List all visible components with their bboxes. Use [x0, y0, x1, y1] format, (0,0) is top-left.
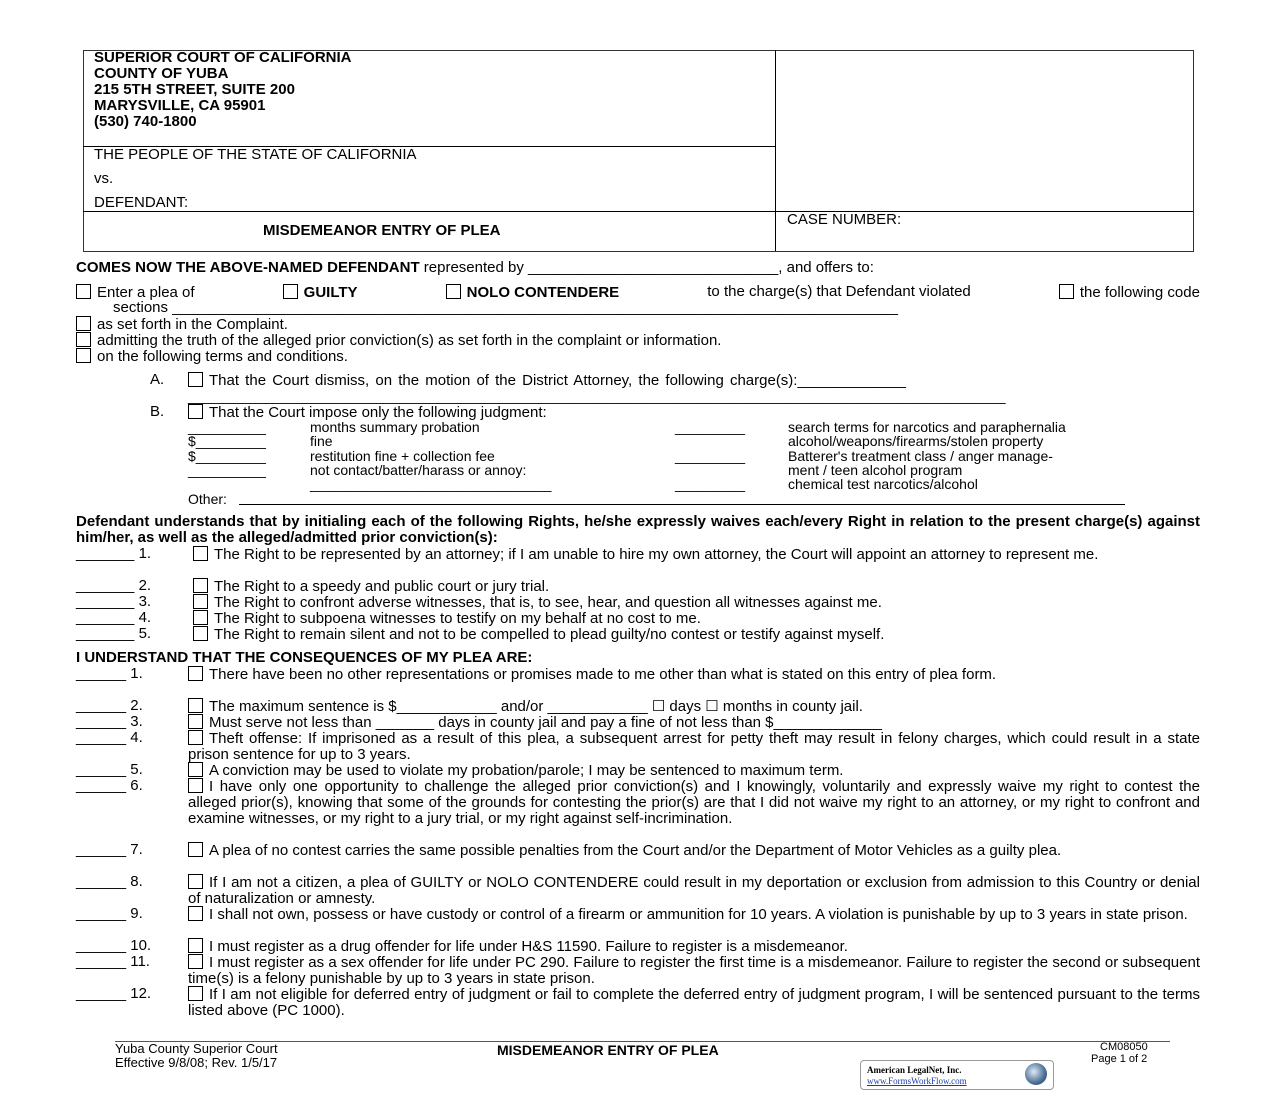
judgment-blank[interactable]: $_________ — [188, 433, 266, 449]
divider — [775, 50, 776, 251]
right-initial-line[interactable]: _______ 1. — [76, 545, 152, 562]
admitting-option: admitting the truth of the alleged prior conviction(s) as set forth in the complaint or information. — [76, 332, 721, 349]
court-county: COUNTY OF YUBA — [94, 65, 229, 82]
term-b-label: B. — [150, 403, 165, 420]
item-checkbox[interactable] — [188, 938, 203, 953]
enter-plea-checkbox[interactable] — [76, 284, 91, 299]
consequence-item — [188, 938, 1200, 955]
consequence-item — [188, 666, 1200, 683]
consequence-item — [188, 698, 1200, 715]
right-item — [193, 626, 1200, 643]
rights-heading: Defendant understands that by initialing each of the following Rights, he/she expressly waives each/every Right in relation to the present charge(s) against him/her, as well as the alleged/admitted prior conviction(s): — [76, 513, 1200, 546]
consequence-item — [188, 778, 1200, 827]
complaint-checkbox[interactable] — [76, 316, 91, 331]
judgment-option: search terms for narcotics and paraphernalia — [788, 419, 1066, 435]
item-text: The maximum sentence is $____________ and/or ____________ ☐ days ☐ months in county jail. — [209, 698, 863, 715]
judgment-blank[interactable]: $_________ — [188, 448, 266, 464]
footer-title: MISDEMEANOR ENTRY OF PLEA — [497, 1042, 719, 1058]
item-checkbox[interactable] — [188, 714, 203, 729]
form-number: CM08050 — [1100, 1041, 1148, 1053]
item-text: A conviction may be used to violate my probation/parole; I may be sentenced to maximum term. — [209, 762, 844, 779]
sections-line: sections _______________________________________________________________________________________ — [113, 299, 898, 316]
term-a-line: _________________________________________________________________________________________________________ — [188, 388, 1006, 404]
court-street: 215 5TH STREET, SUITE 200 — [94, 81, 295, 98]
nolo-checkbox[interactable] — [446, 284, 461, 299]
consequence-initial-line[interactable]: ______ 6. — [76, 777, 143, 794]
judgment-option: chemical test narcotics/alcohol — [788, 476, 978, 492]
judgment-option: _______________________________ — [310, 476, 552, 492]
code-sections-checkbox[interactable] — [1059, 284, 1074, 299]
consequence-item — [188, 874, 1200, 907]
judgment-option: alcohol/weapons/firearms/stolen property — [788, 433, 1044, 449]
right-initial-line[interactable]: _______ 3. — [76, 593, 152, 610]
judgment-option: ment / teen alcohol program — [788, 462, 963, 478]
footer-court: Yuba County Superior Court — [115, 1041, 278, 1056]
item-text: I must register as a drug offender for life under H&S 11590. Failure to register is a misdemeanor. — [209, 938, 848, 955]
terms-checkbox[interactable] — [76, 348, 91, 363]
consequence-initial-line[interactable]: ______ 12. — [76, 985, 152, 1002]
court-name: SUPERIOR COURT OF CALIFORNIA — [94, 49, 352, 66]
consequence-item — [188, 906, 1200, 923]
right-item — [193, 546, 1200, 563]
right-initial-line[interactable]: _______ 4. — [76, 609, 152, 626]
item-checkbox[interactable] — [188, 954, 203, 969]
consequence-initial-line[interactable]: ______ 4. — [76, 729, 143, 746]
guilty-checkbox[interactable] — [283, 284, 298, 299]
case-number-label: CASE NUMBER: — [787, 211, 902, 228]
consequence-initial-line[interactable]: ______ 5. — [76, 761, 143, 778]
footer-effective: Effective 9/8/08; Rev. 1/5/17 — [115, 1055, 278, 1070]
item-checkbox[interactable] — [188, 874, 203, 889]
divider — [83, 211, 1193, 212]
judgment-blank[interactable]: __________ — [188, 462, 266, 478]
american-legalnet-logo[interactable] — [860, 1060, 1054, 1090]
consequence-item — [188, 842, 1200, 859]
term-b: That the Court impose only the following judgment: — [188, 404, 547, 421]
logo-name: American LegalNet, Inc. — [867, 1065, 962, 1075]
item-text: The Right to be represented by an attorney; if I am unable to hire my own attorney, the Court will appoint an attorney to represent me. — [214, 546, 1099, 563]
consequence-initial-line[interactable]: ______ 2. — [76, 697, 143, 714]
page-number: Page 1 of 2 — [1091, 1053, 1148, 1065]
item-checkbox[interactable] — [193, 626, 208, 641]
other-label: Other: — [188, 491, 227, 507]
item-checkbox[interactable] — [188, 698, 203, 713]
item-checkbox[interactable] — [188, 842, 203, 857]
judgment-option: Batterer's treatment class / anger manage- — [788, 448, 1053, 464]
item-checkbox[interactable] — [193, 594, 208, 609]
item-checkbox[interactable] — [188, 762, 203, 777]
judgment-blank[interactable]: _________ — [675, 419, 746, 435]
item-text: Theft offense: If imprisoned as a result of this plea, a subsequent arrest for petty theft may result in felony charges, which could result in a state prison sentence for up to 3 years. — [188, 730, 1200, 763]
plaintiff: THE PEOPLE OF THE STATE OF CALIFORNIA — [94, 146, 417, 163]
item-checkbox[interactable] — [188, 906, 203, 921]
consequence-item — [188, 730, 1200, 763]
consequences-heading: I UNDERSTAND THAT THE CONSEQUENCES OF MY PLEA ARE: — [76, 649, 533, 666]
item-text: The Right to subpoena witnesses to testify on my behalf at no cost to me. — [214, 610, 701, 627]
defendant-label: DEFENDANT: — [94, 194, 189, 211]
judgment-blank[interactable]: _________ — [675, 448, 746, 464]
consequence-initial-line[interactable]: ______ 9. — [76, 905, 143, 922]
judgment-option: months summary probation — [310, 419, 480, 435]
logo-url[interactable]: www.FormsWorkFlow.com — [867, 1076, 967, 1086]
consequence-initial-line[interactable]: ______ 7. — [76, 841, 143, 858]
consequence-item — [188, 714, 1200, 731]
judgment-option: not contact/batter/harass or annoy: — [310, 462, 527, 478]
judgment-blank[interactable]: _________ — [675, 476, 746, 492]
item-checkbox[interactable] — [193, 578, 208, 593]
item-text: There have been no other representations or promises made to me other than what is stated on this entry of plea form. — [209, 666, 997, 683]
item-checkbox[interactable] — [188, 730, 203, 745]
plea-line: Enter a plea of GUILTY NOLO CONTENDERE to the charge(s) that Defendant violated the following code — [76, 284, 1200, 301]
consequence-initial-line[interactable]: ______ 11. — [76, 953, 150, 970]
item-text: The Right to remain silent and not to be compelled to plead guilty/no contest or testify against myself. — [214, 626, 885, 643]
item-text: I shall not own, possess or have custody or control of a firearm or ammunition for 10 years. A violation is punishable by up to 3 years in state prison. — [209, 906, 1188, 923]
right-item — [193, 610, 1200, 627]
right-initial-line[interactable]: _______ 2. — [76, 577, 152, 594]
complaint-option: as set forth in the Complaint. — [76, 316, 288, 333]
consequence-initial-line[interactable]: ______ 1. — [76, 665, 143, 682]
judgment-option: fine — [310, 433, 333, 449]
judgment-blank[interactable]: __________ — [188, 419, 266, 435]
intro-line: COMES NOW THE ABOVE-NAMED DEFENDANT represented by ______________________________, and offers to: — [76, 259, 874, 276]
item-checkbox[interactable] — [193, 546, 208, 561]
item-text: A plea of no contest carries the same possible penalties from the Court and/or the Department of Motor Vehicles as a guilty plea. — [209, 842, 1062, 859]
item-text: Must serve not less than _______ days in county jail and pay a fine of not less than $_____________ — [209, 714, 882, 731]
item-text: If I am not eligible for deferred entry of judgment or fail to complete the deferred entry of judgment program, I will be sentenced pursuant to the terms listed above (PC 1000). — [188, 986, 1200, 1019]
right-item — [193, 578, 1200, 595]
consequence-item — [188, 762, 1200, 779]
terms-option: on the following terms and conditions. — [76, 348, 348, 365]
item-text: I have only one opportunity to challenge the alleged prior conviction(s) and I knowingly, voluntarily and expressly waive my right to contest the alleged prior(s), knowing that some of the grounds for contesting the prior(s) are that I did not waive my right to an attorney, or my right to confront and examine witnesses, or my right to a jury trial, or my right against self-incrimination. — [188, 778, 1200, 827]
consequence-initial-line[interactable]: ______ 8. — [76, 873, 143, 890]
item-checkbox[interactable] — [188, 666, 203, 681]
form-title: MISDEMEANOR ENTRY OF PLEA — [263, 222, 501, 239]
term-a-checkbox[interactable] — [188, 372, 203, 387]
court-phone: (530) 740-1800 — [94, 113, 197, 130]
globe-icon — [1025, 1063, 1047, 1085]
admitting-checkbox[interactable] — [76, 332, 91, 347]
right-item — [193, 594, 1200, 611]
item-checkbox[interactable] — [188, 986, 203, 1001]
item-text: If I am not a citizen, a plea of GUILTY or NOLO CONTENDERE could result in my deportation or exclusion from admission to this Country or denial of naturalization or amnesty. — [188, 874, 1200, 907]
consequence-item — [188, 954, 1200, 987]
vs-label: vs. — [94, 170, 114, 187]
term-a: That the Court dismiss, on the motion of the District Attorney, the following charge(s):_____________ — [188, 372, 906, 389]
judgment-option: restitution fine + collection fee — [310, 448, 495, 464]
item-checkbox[interactable] — [193, 610, 208, 625]
item-text: I must register as a sex offender for life under PC 290. Failure to register the first time is a misdemeanor. Failure to register the second or subsequent time(s) is a felony punishable by up to 3 years in state prison. — [188, 954, 1200, 987]
court-city: MARYSVILLE, CA 95901 — [94, 97, 266, 114]
consequence-initial-line[interactable]: ______ 10. — [76, 937, 152, 954]
consequence-initial-line[interactable]: ______ 3. — [76, 713, 143, 730]
item-text: The Right to a speedy and public court or jury trial. — [214, 578, 550, 595]
consequence-item — [188, 986, 1200, 1019]
item-text: The Right to confront adverse witnesses, that is, to see, hear, and question all witnesses against me. — [214, 594, 882, 611]
item-checkbox[interactable] — [188, 778, 203, 793]
term-b-checkbox[interactable] — [188, 404, 203, 419]
term-a-label: A. — [150, 371, 165, 388]
right-initial-line[interactable]: _______ 5. — [76, 625, 152, 642]
other-line[interactable] — [239, 504, 1125, 505]
